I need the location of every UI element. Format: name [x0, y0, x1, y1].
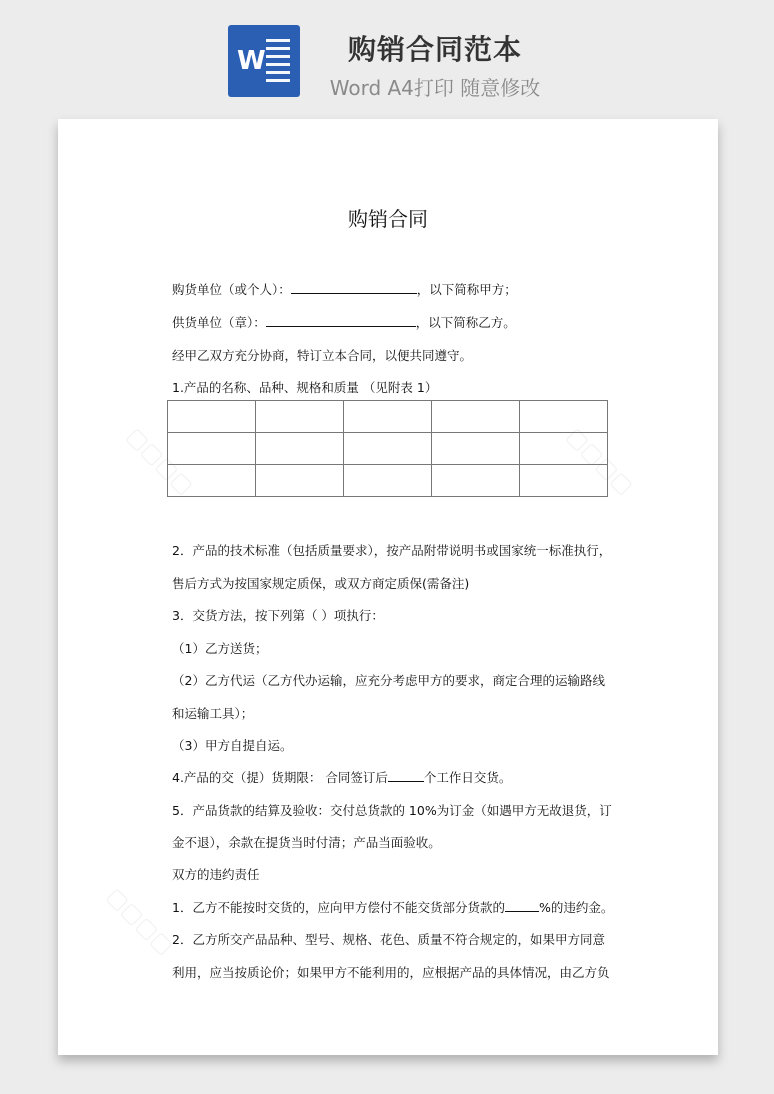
section-5-line-1: 5．产品货款的结算及验收：交付总货款的 10%为订金（如遇甲方无故退货，订: [172, 803, 612, 818]
table-cell[interactable]: [432, 433, 520, 465]
table-cell[interactable]: [256, 465, 344, 497]
watermark: ▢▢▢▢: [121, 423, 198, 500]
liability-item-1: [172, 898, 613, 916]
table-cell[interactable]: [432, 401, 520, 433]
table-cell[interactable]: [256, 401, 344, 433]
table-cell[interactable]: [520, 465, 608, 497]
liability-1-prefix: 1．乙方不能按时交货的，应向甲方偿付不能交货部分货款的: [172, 900, 505, 915]
liability-1-suffix: %的违约金。: [538, 900, 614, 915]
section-4-suffix: 个工作日交货。: [423, 770, 512, 785]
template-subtitle: Word A4打印 随意修改: [329, 76, 541, 100]
intro-text: 经甲乙双方充分协商，特订立本合同，以便共同遵守。: [172, 348, 473, 363]
word-icon-letter: W: [237, 46, 266, 76]
liability-item-2-line-1: 2．乙方所交产品品种、型号、规格、花色、质量不符合规定的，如果甲方同意: [172, 932, 605, 947]
table-cell[interactable]: [520, 433, 608, 465]
table-row: [168, 465, 608, 497]
section-1-heading: 1.产品的名称、品种、规格和质量 （见附表 1）: [172, 380, 438, 395]
section-3-heading: 3．交货方法，按下列第（ ）项执行：: [172, 608, 384, 623]
section-3-item-3: （3）甲方自提自运。: [172, 738, 293, 753]
table-cell[interactable]: [168, 401, 256, 433]
table-cell[interactable]: [344, 433, 432, 465]
table-cell[interactable]: [168, 433, 256, 465]
buyer-label: 购货单位（或个人）：: [172, 282, 291, 297]
table-row: [168, 401, 608, 433]
table-cell[interactable]: [520, 401, 608, 433]
word-icon: [228, 25, 300, 97]
section-2-line-1: 2．产品的技术标准（包括质量要求），按产品附带说明书或国家统一标准执行，: [172, 543, 612, 558]
template-title: 购销合同范本: [347, 33, 522, 66]
document-title: 购销合同: [348, 207, 428, 231]
watermark: ▢▢▢▢: [101, 883, 178, 960]
delivery-days-blank[interactable]: [388, 768, 424, 782]
section-4-prefix: 4.产品的交（提）货期限： 合同签订后: [172, 770, 388, 785]
buyer-line: [172, 280, 517, 298]
table-cell[interactable]: [344, 401, 432, 433]
seller-suffix: ，以下简称乙方。: [415, 315, 516, 330]
table-row: [168, 433, 608, 465]
section-2-line-2: 售后方式为按国家规定质保，或双方商定质保(需备注): [172, 576, 470, 591]
table-cell[interactable]: [168, 465, 256, 497]
penalty-percent-blank[interactable]: [505, 898, 539, 912]
section-5-line-2: 金不退），余款在提货当时付清；产品当面验收。: [172, 835, 441, 850]
template-header: [0, 0, 774, 110]
document-page: [58, 119, 718, 1055]
section-4-line: [172, 768, 511, 786]
seller-blank[interactable]: [266, 313, 416, 327]
table-cell[interactable]: [256, 433, 344, 465]
section-3-item-1: （1）乙方送货；: [172, 641, 268, 656]
section-3-item-2-line-2: 和运输工具）；: [172, 706, 254, 721]
watermark: ▢▢▢▢: [561, 423, 638, 500]
buyer-suffix: ，以下简称甲方；: [416, 282, 517, 297]
section-3-item-2-line-1: （2）乙方代运（乙方代办运输，应充分考虑甲方的要求，商定合理的运输路线: [172, 673, 605, 688]
table-cell[interactable]: [432, 465, 520, 497]
liability-item-2-line-2: 利用，应当按质论价；如果甲方不能利用的，应根据产品的具体情况，由乙方负: [172, 965, 610, 980]
buyer-blank[interactable]: [291, 280, 417, 294]
product-spec-table: [167, 400, 608, 497]
liability-heading: 双方的违约责任: [172, 867, 260, 882]
seller-label: 供货单位（章）：: [172, 315, 266, 330]
table-cell[interactable]: [344, 465, 432, 497]
seller-line: [172, 313, 516, 331]
